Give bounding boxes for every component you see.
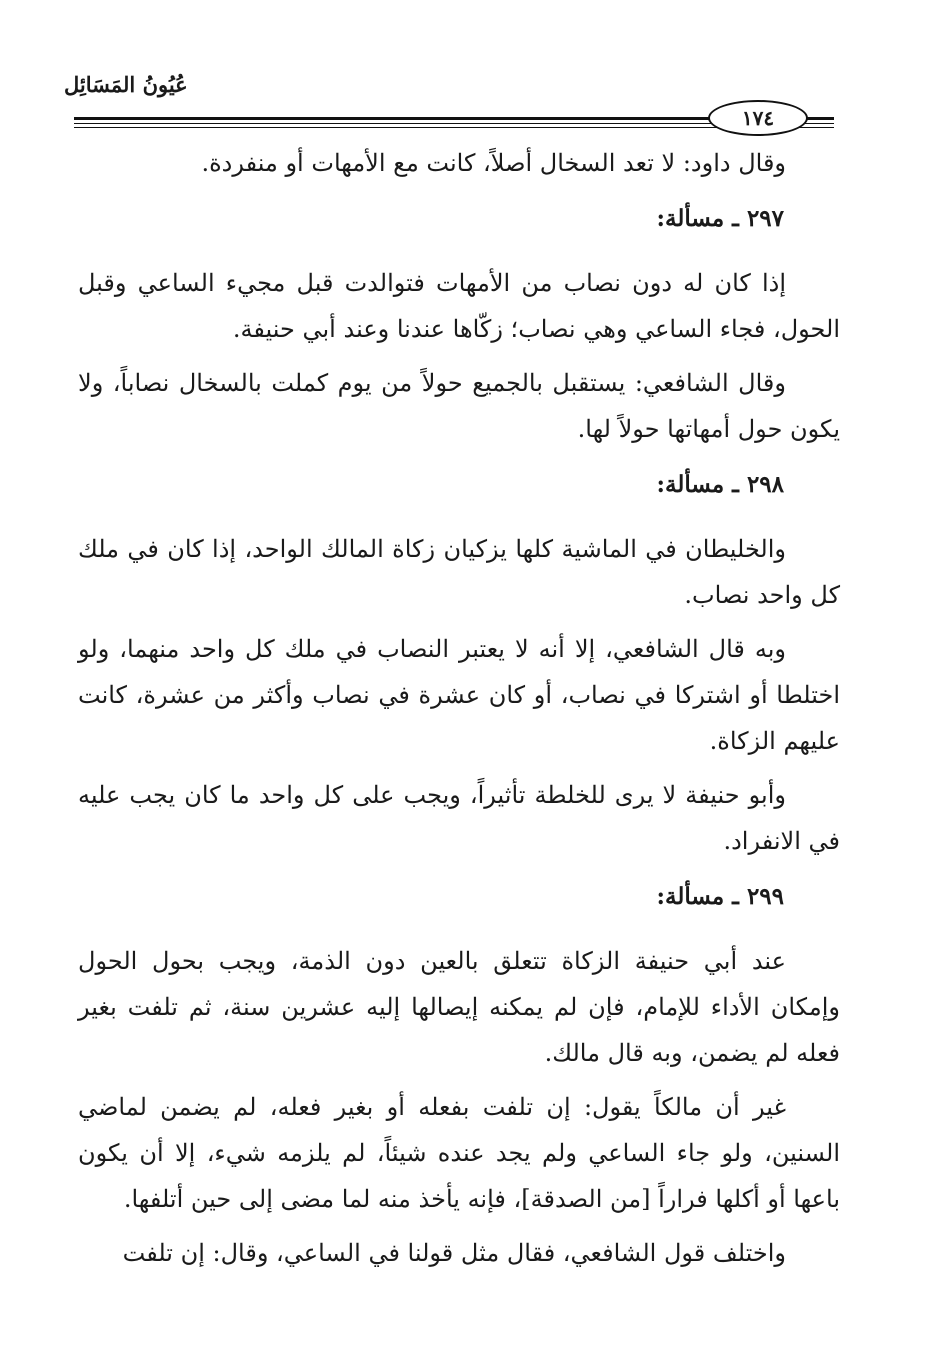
page-number-badge <box>708 100 808 136</box>
issue-heading-299: ٢٩٩ ـ مسألة: <box>656 883 784 910</box>
page-body <box>78 140 840 1284</box>
paragraph: وقال داود: لا تعد السخال أصلاً، كانت مع الأمهات أو منفردة. <box>201 149 786 177</box>
paragraph: واختلف قول الشافعي، فقال مثل قولنا في الساعي، وقال: إن تلفت <box>122 1239 786 1267</box>
paragraph: عند أبي حنيفة الزكاة تتعلق بالعين دون الذمة، ويجب بحول الحول وإمكان الأداء للإمام، فإن لم يمكنه إيصالها إليه عشرين سنة، ثم تلفت بغير فعله لم يضمن، وبه قال مالك. <box>78 947 840 1067</box>
paragraph: غير أن مالكاً يقول: إن تلفت بفعله أو بغير فعله، لم يضمن لماضي السنين، ولو جاء الساعي ولم يجد عنده شيئاً، لم يلزمه شيء، إلا أن يكون باعها أو أكلها فراراً [من الصدقة]، فإنه يأخذ منه لما مضى إلى حين أتلفها. <box>78 1093 840 1213</box>
running-header-title: عُيُونُ المَسَائِل <box>64 72 188 97</box>
paragraph: وقال الشافعي: يستقبل بالجميع حولاً من يوم كملت بالسخال نصاباً، ولا يكون حول أمهاتها حولاً لها. <box>78 369 840 443</box>
paragraph: وبه قال الشافعي، إلا أنه لا يعتبر النصاب في ملك كل واحد منهما، ولو اختلطا أو اشتركا في نصاب، أو كان عشرة في نصاب وأكثر من عشرة، كانت عليهم الزكاة. <box>78 635 840 755</box>
paragraph: والخليطان في الماشية كلها يزكيان زكاة المالك الواحد، إذا كان في ملك كل واحد نصاب. <box>78 535 840 609</box>
paragraph: إذا كان له دون نصاب من الأمهات فتوالدت قبل مجيء الساعي وقبل الحول، فجاء الساعي وهي نصاب؛ زكّاها عندنا وعند أبي حنيفة. <box>78 269 840 343</box>
issue-heading-298: ٢٩٨ ـ مسألة: <box>656 471 784 498</box>
paragraph: وأبو حنيفة لا يرى للخلطة تأثيراً، ويجب على كل واحد ما كان يجب عليه في الانفراد. <box>78 781 840 855</box>
page-number: ١٧٤ <box>741 106 775 130</box>
issue-heading-297: ٢٩٧ ـ مسألة: <box>656 205 784 232</box>
